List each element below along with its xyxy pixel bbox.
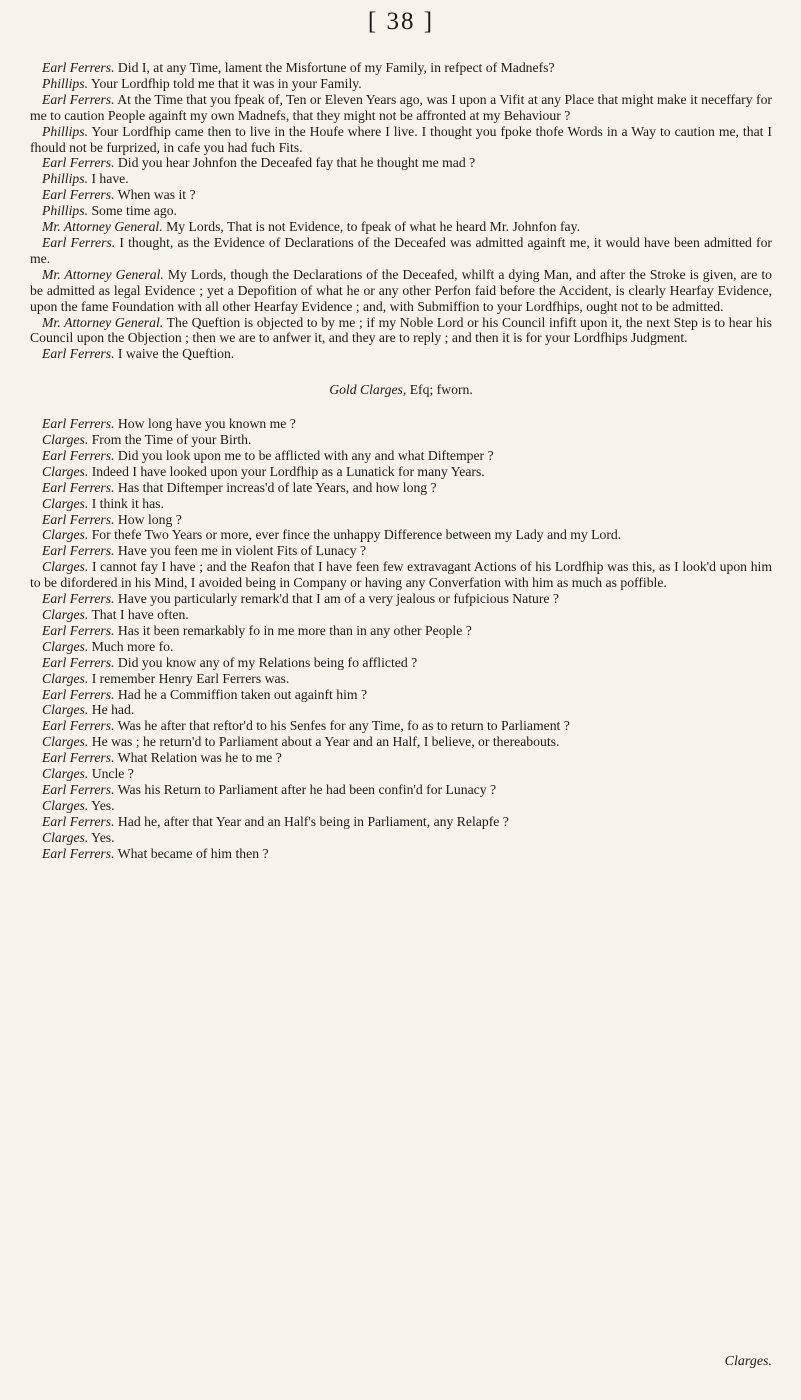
speech-text: My Lords, That is not Evidence, to fpeak of what he heard Mr. Johnfon fay.	[162, 219, 581, 235]
speech-text: Uncle ?	[88, 766, 134, 782]
dialogue-paragraph	[30, 267, 772, 315]
speech-text: That I have often.	[88, 607, 189, 622]
speech-text: When was it ?	[114, 187, 196, 203]
speech-text: Have you particularly remark'd that I am of a very jealous or fufpicious Nature ?	[114, 591, 559, 607]
speaker-name: Clarges.	[42, 734, 89, 750]
dialogue-paragraph	[30, 814, 772, 830]
speaker-name: Earl Ferrers.	[42, 686, 115, 702]
speaker-name: Clarges.	[42, 527, 89, 543]
dialogue-paragraph	[30, 559, 772, 591]
dialogue-paragraph	[30, 432, 772, 448]
speaker-name: Clarges.	[42, 559, 89, 575]
page-number: [ 38 ]	[367, 8, 435, 35]
speaker-name: Phillips.	[42, 203, 89, 219]
speaker-name: Earl Ferrers.	[42, 416, 115, 432]
dialogue-paragraph	[30, 60, 772, 76]
speech-text: Did I, at any Time, lament the Misfortune of my Family, in refpect of Madnefs?	[114, 60, 555, 75]
speaker-name: Clarges.	[42, 495, 89, 511]
speaker-name: Earl Ferrers.	[42, 60, 115, 75]
dialogue-paragraph	[30, 846, 772, 862]
speaker-name: Mr. Attorney General.	[42, 219, 163, 235]
dialogue-paragraph	[30, 315, 772, 347]
speaker-name: Clarges.	[42, 638, 89, 654]
speech-text: What Relation was he to me ?	[114, 750, 282, 766]
speaker-name: Earl Ferrers.	[42, 155, 115, 171]
speaker-name: Mr. Attorney General.	[42, 314, 164, 330]
speaker-name: Clarges.	[42, 607, 89, 622]
speech-text: What became of him then ?	[114, 845, 269, 861]
speech-text: Did you hear Johnfon the Deceafed fay that he thought me mad ?	[114, 155, 476, 171]
dialogue-paragraph	[30, 623, 772, 639]
examination-clarges	[30, 416, 772, 861]
speaker-name: Earl Ferrers.	[42, 511, 115, 527]
speaker-name: Phillips.	[42, 171, 89, 187]
speech-text: Some time ago.	[88, 203, 177, 219]
speech-text: I waive the Queftion.	[114, 346, 235, 362]
speech-text: He had.	[88, 702, 135, 718]
speaker-name: Earl Ferrers.	[42, 346, 115, 362]
speaker-name: Clarges.	[42, 797, 89, 813]
dialogue-paragraph	[30, 782, 772, 798]
speech-text: Was his Return to Parliament after he had been confin'd for Lunacy ?	[114, 781, 497, 797]
speech-text: From the Time of your Birth.	[88, 432, 252, 448]
dialogue-paragraph	[30, 655, 772, 671]
transcript-body	[30, 60, 772, 862]
dialogue-paragraph	[30, 512, 772, 528]
dialogue-paragraph	[30, 750, 772, 766]
speech-text: Yes.	[88, 797, 115, 813]
dialogue-paragraph	[30, 830, 772, 846]
speech-text: Had he a Commiffion taken out againft him ?	[114, 686, 368, 702]
speech-text: At the Time that you fpeak of, Ten or Eleven Years ago, was I upon a Vifit at any Place that might make it neceffary for me to caution People againft my own Madnefs, that they might not be affronted at my Behaviour ?	[30, 91, 772, 123]
dialogue-paragraph	[30, 171, 772, 187]
dialogue-paragraph	[30, 687, 772, 703]
dialogue-paragraph	[30, 591, 772, 607]
speech-text: Has it been remarkably fo in me more than in any other People ?	[114, 622, 472, 638]
speech-text: Did you look upon me to be afflicted with any and what Diftemper ?	[114, 447, 494, 463]
dialogue-paragraph	[30, 187, 772, 203]
examination-phillips	[30, 60, 772, 362]
speaker-name: Clarges.	[42, 463, 89, 479]
speech-text: For thefe Two Years or more, ever fince the unhappy Difference between my Lady and my Lord.	[88, 527, 622, 543]
speech-text: Your Lordfhip told me that it was in your Family.	[88, 75, 362, 91]
dialogue-paragraph	[30, 92, 772, 124]
witness-name: Gold Clarges,	[329, 382, 407, 398]
dialogue-paragraph	[30, 346, 772, 362]
witness-oath: Efq; fworn.	[406, 382, 473, 398]
speech-text: Yes.	[88, 829, 115, 845]
speech-text: I remember Henry Earl Ferrers was.	[88, 670, 290, 686]
speaker-name: Earl Ferrers.	[42, 781, 115, 797]
speaker-name: Earl Ferrers.	[42, 479, 115, 495]
speech-text: How long ?	[114, 511, 182, 527]
speaker-name: Earl Ferrers.	[42, 750, 115, 766]
dialogue-paragraph	[30, 203, 772, 219]
speaker-name: Earl Ferrers.	[42, 187, 115, 203]
speaker-name: Earl Ferrers.	[42, 845, 115, 861]
speaker-name: Earl Ferrers.	[42, 622, 115, 638]
speech-text: My Lords, though the Declarations of the Deceafed, whilft a dying Man, and after the Stroke is given, are to be admitted as legal Evidence ; yet a Depofition of what he or any other Perfon faid before the Accident, is clearly Hearfay Evidence, upon the fame Foundation with all other Hearfay Evidence ; and, with Submiffion to your Lordfhips, ought not to be admitted.	[30, 266, 772, 314]
dialogue-paragraph	[30, 639, 772, 655]
speaker-name: Earl Ferrers.	[42, 813, 115, 829]
speaker-name: Clarges.	[42, 670, 89, 686]
speaker-name: Clarges.	[42, 432, 89, 448]
speaker-name: Clarges.	[42, 829, 89, 845]
dialogue-paragraph	[30, 702, 772, 718]
dialogue-paragraph	[30, 416, 772, 432]
dialogue-paragraph	[30, 480, 772, 496]
speech-text: Had he, after that Year and an Half's being in Parliament, any Relapfe ?	[114, 813, 509, 829]
dialogue-paragraph	[30, 543, 772, 559]
speech-text: I thought, as the Evidence of Declarations of the Deceafed was admitted againft me, it would have been admitted for me.	[30, 234, 772, 266]
dialogue-paragraph	[30, 766, 772, 782]
speech-text: Did you know any of my Relations being fo afflicted ?	[114, 654, 418, 670]
speaker-name: Earl Ferrers.	[42, 654, 115, 670]
speech-text: Has that Diftemper increas'd of late Years, and how long ?	[114, 479, 437, 495]
speaker-name: Clarges.	[42, 702, 89, 718]
speech-text: Have you feen me in violent Fits of Lunacy ?	[114, 543, 367, 559]
dialogue-paragraph	[30, 219, 772, 235]
speaker-name: Phillips.	[42, 75, 89, 91]
speech-text: I cannot fay I have ; and the Reafon that I have feen few extravagant Actions of his Lordfhip was this, as I look'd upon him to be difordered in his Mind, I avoided being in Company or having any Converfation with him as much as poffible.	[30, 559, 772, 591]
dialogue-paragraph	[30, 464, 772, 480]
dialogue-paragraph	[30, 448, 772, 464]
speech-text: He was ; he return'd to Parliament about a Year and an Half, I believe, or thereabouts.	[88, 734, 560, 750]
dialogue-paragraph	[30, 671, 772, 687]
catchword: Clarges.	[724, 1354, 772, 1369]
dialogue-paragraph	[30, 235, 772, 267]
speech-text: Was he after that reftor'd to his Senfes for any Time, fo as to return to Parliament ?	[114, 718, 570, 734]
speech-text: Much more fo.	[88, 638, 174, 654]
speaker-name: Phillips.	[42, 123, 89, 139]
dialogue-paragraph	[30, 155, 772, 171]
speech-text: Indeed I have looked upon your Lordfhip as a Lunatick for many Years.	[88, 463, 485, 479]
speaker-name: Earl Ferrers.	[42, 591, 115, 607]
dialogue-paragraph	[30, 527, 772, 543]
dialogue-paragraph	[30, 718, 772, 734]
dialogue-paragraph	[30, 734, 772, 750]
speaker-name: Earl Ferrers.	[42, 91, 115, 107]
dialogue-paragraph	[30, 798, 772, 814]
speaker-name: Mr. Attorney General.	[42, 266, 164, 282]
speaker-name: Earl Ferrers.	[42, 718, 115, 734]
speaker-name: Earl Ferrers.	[42, 543, 115, 559]
dialogue-paragraph	[30, 607, 772, 623]
witness-heading	[30, 382, 772, 398]
speaker-name: Earl Ferrers.	[42, 447, 115, 463]
speech-text: Your Lordfhip came then to live in the Houfe where I live. I thought you fpoke thofe Words in a Way to caution me, that I fhould not be furprized, in cafe you had fuch Fits.	[30, 123, 772, 155]
dialogue-paragraph	[30, 496, 772, 512]
speaker-name: Earl Ferrers.	[42, 234, 116, 250]
speech-text: How long have you known me ?	[114, 416, 296, 432]
speech-text: The Queftion is objected to by me ; if my Noble Lord or his Council infift upon it, the next Step is to hear his Council upon the Objection ; then we are to anfwer it, and they are to reply ; and then it is for your Lordfhips Judgment.	[30, 314, 772, 346]
dialogue-paragraph	[30, 124, 772, 156]
speech-text: I have.	[88, 171, 129, 187]
dialogue-paragraph	[30, 76, 772, 92]
speech-text: I think it has.	[88, 495, 164, 511]
speaker-name: Clarges.	[42, 766, 89, 782]
